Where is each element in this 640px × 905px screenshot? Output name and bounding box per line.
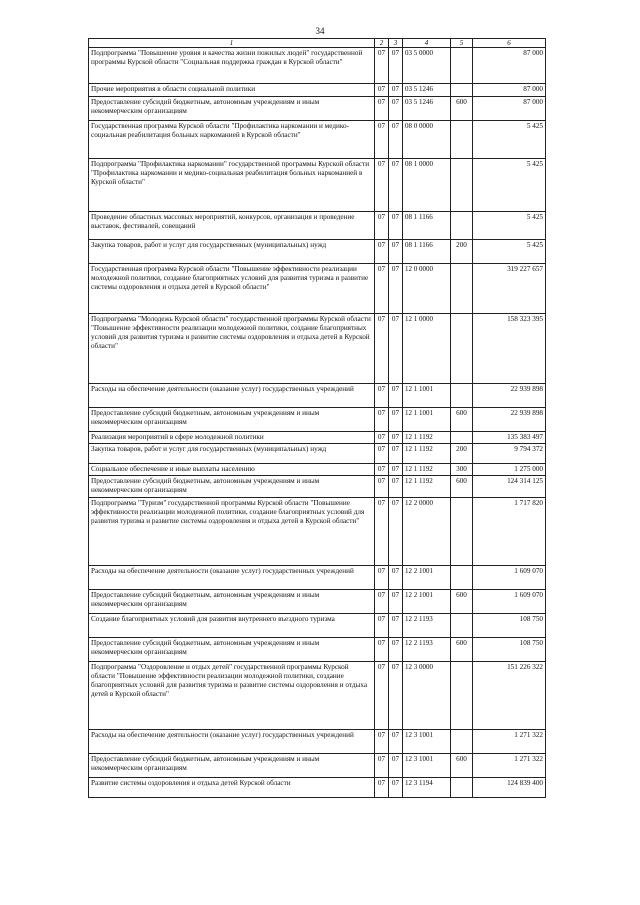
row-subsection-cell: 07 bbox=[389, 638, 403, 662]
table-row bbox=[89, 464, 546, 476]
row-expense-type-cell bbox=[451, 159, 473, 212]
row-expense-type-cell bbox=[451, 566, 473, 590]
row-amount-cell: 1 271 322 bbox=[473, 730, 546, 754]
row-subsection-cell: 07 bbox=[389, 498, 403, 566]
table-row bbox=[89, 48, 546, 84]
column-header: 3 bbox=[389, 39, 403, 48]
row-section-cell: 07 bbox=[375, 432, 389, 444]
row-name-cell: Прочие мероприятия в области социальной политики bbox=[89, 84, 375, 97]
row-section-cell: 07 bbox=[375, 408, 389, 432]
table-row bbox=[89, 432, 546, 444]
row-section-cell: 07 bbox=[375, 566, 389, 590]
row-name-cell: Государственная программа Курской области "Повышение эффективности реализации молодежной политики, создание благоприятных условий для развития туризма и развитие системы оздоровления и отдыха детей в Курской области" bbox=[89, 264, 375, 314]
row-amount-cell: 5 425 bbox=[473, 240, 546, 264]
row-name-cell: Предоставление субсидий бюджетным, автономным учреждениям и иным некоммерческим организациям bbox=[89, 97, 375, 121]
row-target-article-cell: 12 2 1193 bbox=[403, 614, 451, 638]
row-target-article-cell: 12 1 1192 bbox=[403, 432, 451, 444]
row-expense-type-cell bbox=[451, 730, 473, 754]
row-subsection-cell: 07 bbox=[389, 730, 403, 754]
row-expense-type-cell: 200 bbox=[451, 240, 473, 264]
row-expense-type-cell: 600 bbox=[451, 754, 473, 778]
row-target-article-cell: 12 2 1001 bbox=[403, 590, 451, 614]
row-amount-cell: 1 275 000 bbox=[473, 464, 546, 476]
row-amount-cell: 124 314 125 bbox=[473, 476, 546, 498]
row-amount-cell: 1 609 070 bbox=[473, 590, 546, 614]
row-subsection-cell: 07 bbox=[389, 778, 403, 798]
row-subsection-cell: 07 bbox=[389, 121, 403, 159]
row-amount-cell: 108 750 bbox=[473, 638, 546, 662]
row-amount-cell: 1 609 070 bbox=[473, 566, 546, 590]
table-row bbox=[89, 314, 546, 384]
row-subsection-cell: 07 bbox=[389, 444, 403, 464]
table-row bbox=[89, 212, 546, 240]
table-row bbox=[89, 638, 546, 662]
row-target-article-cell: 12 2 0000 bbox=[403, 498, 451, 566]
page-number: 34 bbox=[315, 26, 325, 36]
row-expense-type-cell: 300 bbox=[451, 464, 473, 476]
row-name-cell: Расходы на обеспечение деятельности (оказание услуг) государственных учреждений bbox=[89, 566, 375, 590]
row-expense-type-cell bbox=[451, 212, 473, 240]
row-section-cell: 07 bbox=[375, 778, 389, 798]
row-expense-type-cell bbox=[451, 778, 473, 798]
row-amount-cell: 5 425 bbox=[473, 212, 546, 240]
row-section-cell: 07 bbox=[375, 314, 389, 384]
row-subsection-cell: 07 bbox=[389, 754, 403, 778]
table-row bbox=[89, 84, 546, 97]
row-target-article-cell: 12 1 1001 bbox=[403, 408, 451, 432]
row-subsection-cell: 07 bbox=[389, 240, 403, 264]
table-header-row bbox=[89, 39, 546, 48]
row-section-cell: 07 bbox=[375, 240, 389, 264]
row-subsection-cell: 07 bbox=[389, 48, 403, 84]
row-name-cell: Подпрограмма "Туризм" государственной программы Курской области "Повышение эффективности реализации молодежной политики, создание благоприятных условий для развития туризма и развитие системы оздоровления и отдыха детей в Курской области" bbox=[89, 498, 375, 566]
row-section-cell: 07 bbox=[375, 476, 389, 498]
row-name-cell: Подпрограмма "Повышение уровня и качества жизни пожилых людей" государственной программы Курской области "Социальная поддержка граждан в Курской области" bbox=[89, 48, 375, 84]
table-row bbox=[89, 384, 546, 408]
row-expense-type-cell bbox=[451, 121, 473, 159]
row-subsection-cell: 07 bbox=[389, 84, 403, 97]
row-target-article-cell: 12 0 0000 bbox=[403, 264, 451, 314]
row-amount-cell: 319 227 657 bbox=[473, 264, 546, 314]
row-expense-type-cell: 200 bbox=[451, 444, 473, 464]
row-section-cell: 07 bbox=[375, 638, 389, 662]
row-amount-cell: 87 000 bbox=[473, 48, 546, 84]
row-subsection-cell: 07 bbox=[389, 464, 403, 476]
table-row bbox=[89, 240, 546, 264]
row-expense-type-cell: 600 bbox=[451, 97, 473, 121]
row-name-cell: Государственная программа Курской области "Профилактика наркомании и медико-социальная реабилитация больных наркоманией в Курской области" bbox=[89, 121, 375, 159]
table-row bbox=[89, 754, 546, 778]
row-name-cell: Развитие системы оздоровления и отдыха детей Курской области bbox=[89, 778, 375, 798]
row-amount-cell: 87 000 bbox=[473, 97, 546, 121]
row-expense-type-cell: 600 bbox=[451, 476, 473, 498]
row-target-article-cell: 12 1 1192 bbox=[403, 444, 451, 464]
row-target-article-cell: 12 3 0000 bbox=[403, 662, 451, 730]
row-subsection-cell: 07 bbox=[389, 97, 403, 121]
row-target-article-cell: 08 1 1166 bbox=[403, 240, 451, 264]
row-name-cell: Предоставление субсидий бюджетным, автономным учреждениям и иным некоммерческим организациям bbox=[89, 590, 375, 614]
row-section-cell: 07 bbox=[375, 754, 389, 778]
row-name-cell: Закупка товаров, работ и услуг для государственных (муниципальных) нужд bbox=[89, 444, 375, 464]
row-target-article-cell: 12 3 1194 bbox=[403, 778, 451, 798]
row-name-cell: Подпрограмма "Оздоровление и отдых детей" государственной программы Курской области "Повышение эффективности реализации молодежной политики, создание благоприятных условий для развития туризма и развитие системы оздоровления и отдыха детей в Курской области" bbox=[89, 662, 375, 730]
row-amount-cell: 124 839 400 bbox=[473, 778, 546, 798]
row-subsection-cell: 07 bbox=[389, 432, 403, 444]
row-name-cell: Предоставление субсидий бюджетным, автономным учреждениям и иным некоммерческим организациям bbox=[89, 408, 375, 432]
row-section-cell: 07 bbox=[375, 498, 389, 566]
row-section-cell: 07 bbox=[375, 444, 389, 464]
row-amount-cell: 5 425 bbox=[473, 159, 546, 212]
row-name-cell: Расходы на обеспечение деятельности (оказание услуг) государственных учреждений bbox=[89, 730, 375, 754]
row-subsection-cell: 07 bbox=[389, 314, 403, 384]
row-amount-cell: 135 383 497 bbox=[473, 432, 546, 444]
row-amount-cell: 158 323 395 bbox=[473, 314, 546, 384]
table-row bbox=[89, 97, 546, 121]
column-header: 2 bbox=[375, 39, 389, 48]
column-header: 1 bbox=[89, 39, 375, 48]
row-name-cell: Социальное обеспечение и иные выплаты населению bbox=[89, 464, 375, 476]
row-target-article-cell: 12 1 1192 bbox=[403, 464, 451, 476]
table-row bbox=[89, 498, 546, 566]
column-header: 4 bbox=[403, 39, 451, 48]
row-section-cell: 07 bbox=[375, 590, 389, 614]
table-row bbox=[89, 614, 546, 638]
row-subsection-cell: 07 bbox=[389, 590, 403, 614]
row-amount-cell: 1 717 820 bbox=[473, 498, 546, 566]
row-subsection-cell: 07 bbox=[389, 566, 403, 590]
row-target-article-cell: 08 1 0000 bbox=[403, 159, 451, 212]
row-target-article-cell: 12 1 1001 bbox=[403, 384, 451, 408]
row-section-cell: 07 bbox=[375, 212, 389, 240]
row-section-cell: 07 bbox=[375, 662, 389, 730]
table-row bbox=[89, 662, 546, 730]
row-amount-cell: 22 939 898 bbox=[473, 408, 546, 432]
column-header: 5 bbox=[451, 39, 473, 48]
table-row bbox=[89, 264, 546, 314]
row-target-article-cell: 03 5 1246 bbox=[403, 97, 451, 121]
row-expense-type-cell bbox=[451, 264, 473, 314]
row-name-cell: Предоставление субсидий бюджетным, автономным учреждениям и иным некоммерческим организациям bbox=[89, 476, 375, 498]
row-expense-type-cell bbox=[451, 498, 473, 566]
row-section-cell: 07 bbox=[375, 97, 389, 121]
row-section-cell: 07 bbox=[375, 384, 389, 408]
row-name-cell: Создание благоприятных условий для развития внутреннего въездного туризма bbox=[89, 614, 375, 638]
row-subsection-cell: 07 bbox=[389, 662, 403, 730]
table-row bbox=[89, 778, 546, 798]
row-section-cell: 07 bbox=[375, 264, 389, 314]
row-expense-type-cell bbox=[451, 384, 473, 408]
table-row bbox=[89, 121, 546, 159]
budget-table bbox=[88, 38, 546, 798]
row-name-cell: Расходы на обеспечение деятельности (оказание услуг) государственных учреждений bbox=[89, 384, 375, 408]
row-section-cell: 07 bbox=[375, 121, 389, 159]
row-amount-cell: 1 271 322 bbox=[473, 754, 546, 778]
row-expense-type-cell bbox=[451, 662, 473, 730]
table-body bbox=[89, 48, 546, 798]
row-expense-type-cell bbox=[451, 84, 473, 97]
row-section-cell: 07 bbox=[375, 159, 389, 212]
row-section-cell: 07 bbox=[375, 464, 389, 476]
row-expense-type-cell bbox=[451, 432, 473, 444]
table-row bbox=[89, 476, 546, 498]
row-name-cell: Проведение областных массовых мероприятий, конкурсов, организация и проведение выставок, фестивалей, совещаний bbox=[89, 212, 375, 240]
table-row bbox=[89, 444, 546, 464]
row-subsection-cell: 07 bbox=[389, 264, 403, 314]
row-name-cell: Предоставление субсидий бюджетным, автономным учреждениям и иным некоммерческим организациям bbox=[89, 754, 375, 778]
table-row bbox=[89, 730, 546, 754]
row-target-article-cell: 03 5 1246 bbox=[403, 84, 451, 97]
table-row bbox=[89, 159, 546, 212]
row-expense-type-cell: 600 bbox=[451, 638, 473, 662]
row-target-article-cell: 12 1 1192 bbox=[403, 476, 451, 498]
row-target-article-cell: 12 1 0000 bbox=[403, 314, 451, 384]
row-name-cell: Подпрограмма "Профилактика наркомании" государственной программы Курской области "Профилактика наркомании и медико-социальная реабилитация больных наркоманией в Курской области" bbox=[89, 159, 375, 212]
row-name-cell: Реализация мероприятий в сфере молодежной политики bbox=[89, 432, 375, 444]
row-target-article-cell: 03 5 0000 bbox=[403, 48, 451, 84]
row-amount-cell: 9 794 372 bbox=[473, 444, 546, 464]
table-row bbox=[89, 408, 546, 432]
row-target-article-cell: 12 3 1001 bbox=[403, 730, 451, 754]
row-name-cell: Предоставление субсидий бюджетным, автономным учреждениям и иным некоммерческим организациям bbox=[89, 638, 375, 662]
row-name-cell: Подпрограмма "Молодежь Курской области" государственной программы Курской области "Повышение эффективности реализации молодежной политики, создание благоприятных условий для развития туризма и развитие системы оздоровления и отдыха детей в Курской области" bbox=[89, 314, 375, 384]
row-subsection-cell: 07 bbox=[389, 384, 403, 408]
row-section-cell: 07 bbox=[375, 48, 389, 84]
row-subsection-cell: 07 bbox=[389, 476, 403, 498]
row-section-cell: 07 bbox=[375, 84, 389, 97]
row-target-article-cell: 12 2 1193 bbox=[403, 638, 451, 662]
row-subsection-cell: 07 bbox=[389, 408, 403, 432]
row-target-article-cell: 08 1 1166 bbox=[403, 212, 451, 240]
row-amount-cell: 5 425 bbox=[473, 121, 546, 159]
table-row bbox=[89, 566, 546, 590]
row-section-cell: 07 bbox=[375, 614, 389, 638]
row-name-cell: Закупка товаров, работ и услуг для государственных (муниципальных) нужд bbox=[89, 240, 375, 264]
row-amount-cell: 87 000 bbox=[473, 84, 546, 97]
row-subsection-cell: 07 bbox=[389, 614, 403, 638]
row-section-cell: 07 bbox=[375, 730, 389, 754]
column-header: 6 bbox=[473, 39, 546, 48]
row-amount-cell: 151 226 322 bbox=[473, 662, 546, 730]
row-expense-type-cell: 600 bbox=[451, 590, 473, 614]
row-expense-type-cell bbox=[451, 614, 473, 638]
row-expense-type-cell bbox=[451, 314, 473, 384]
row-expense-type-cell bbox=[451, 48, 473, 84]
row-target-article-cell: 12 3 1001 bbox=[403, 754, 451, 778]
row-subsection-cell: 07 bbox=[389, 212, 403, 240]
row-target-article-cell: 12 2 1001 bbox=[403, 566, 451, 590]
row-subsection-cell: 07 bbox=[389, 159, 403, 212]
row-amount-cell: 108 750 bbox=[473, 614, 546, 638]
row-expense-type-cell: 600 bbox=[451, 408, 473, 432]
row-target-article-cell: 08 0 0000 bbox=[403, 121, 451, 159]
table-row bbox=[89, 590, 546, 614]
row-amount-cell: 22 939 898 bbox=[473, 384, 546, 408]
